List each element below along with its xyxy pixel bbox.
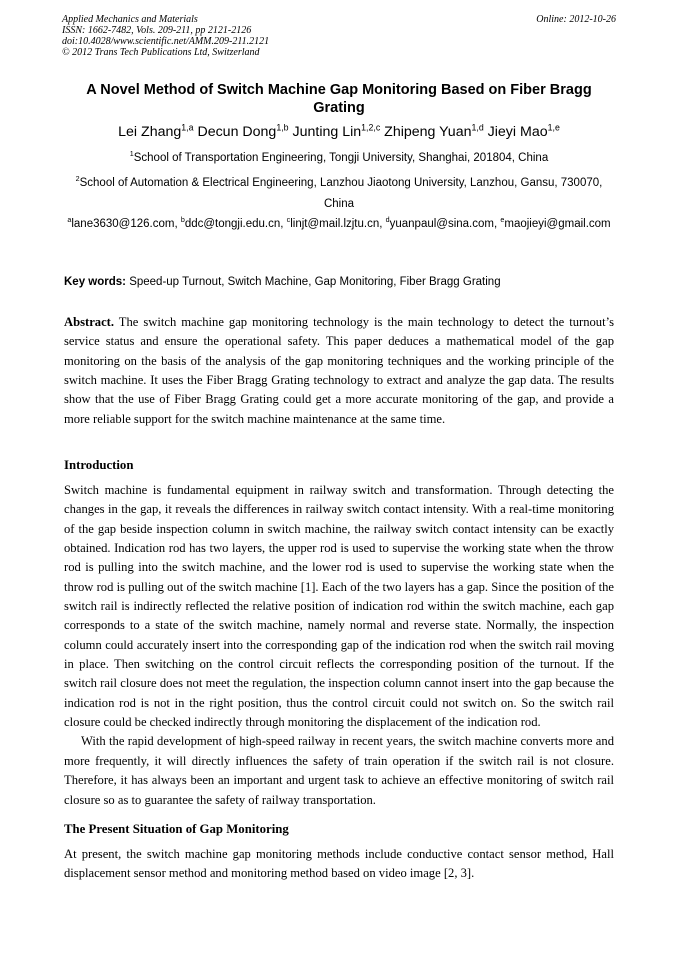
copyright-line: © 2012 Trans Tech Publications Ltd, Switzerland	[62, 47, 260, 58]
author-list	[64, 122, 614, 142]
keywords-text: Speed-up Turnout, Switch Machine, Gap Monitoring, Fiber Bragg Grating	[129, 276, 501, 288]
email[interactable]: $^d$yuanpaul@sina.com,	[385, 216, 498, 230]
abstract-text: The switch machine gap monitoring technology is the main technology to detect the turnout’s service status and ensure the operational safety. This paper deduces a mathematical model of the gap monitoring on the basis of the analysis of the gap monitoring techniques and the working principle of the switch machine. It uses the Fiber Bragg Grating technology to extract and analyze the gap data. The results show that the use of Fiber Bragg Grating could get a more accurate monitoring of the gap, and provide a more reliable support for the switch machine maintenance at the same time.	[64, 315, 615, 426]
author: Junting Lin$^{1,2,c}$	[292, 122, 381, 140]
paragraph: Switch machine is fundamental equipment in railway switch and transformation. Through detecting the changes in the gap, it reveals the differences in railway switch contact intensity. With a real-time monitoring of the gap beside inspection column in switch machine, the railway switch contact intensity can be exactly obtained. Indication rod has two layers, the upper rod is used to supervise the working state when the throw rod is pulling into the switch machine, and the lower rod is used to supervise the working state when the throw rod is pulling out of the switch machine [1]. Each of the two layers has a gap. Since the position of the switch rail is indirectly reflected the relative position of indication rod within the switch machine, each gap corresponds to a state of the switch machine, namely normal and reverse state. Normally, the inspection column could accurately insert into the corresponding gap of the indication rod when the switch rail moving in place. Then switching on the control circuit reflects the corresponding position of the turnout. If the switch rail closure does not meet the regulation, the inspection column cannot insert into the gap because the indication rod is not in the right position, thus the control circuit could not switch on. So the switch rail closure could be checked indirectly through monitoring the displacement of the indication rod.	[64, 483, 614, 730]
keywords	[64, 273, 624, 291]
paragraph: With the rapid development of high-speed railway in recent years, the switch machine converts more and more frequently, it will directly influences the safety of train operation if the switch rail is not closure. Therefore, it has always been an important and urgent task to achieve an effective monitoring of switch rail closure so as to guarantee the safety of railway transportation.	[64, 734, 614, 807]
email[interactable]: $^a$lane3630@126.com,	[67, 216, 178, 230]
introduction-body	[64, 481, 614, 810]
paper-title: A Novel Method of Switch Machine Gap Monitoring Based on Fiber Bragg Grating	[86, 82, 592, 116]
keywords-label: Key words:	[64, 276, 126, 288]
email[interactable]: $^b$ddc@tongji.edu.cn,	[180, 216, 284, 230]
online-date: Online: 2012-10-26	[536, 14, 616, 25]
email-list	[64, 214, 614, 235]
author: Jieyi Mao$^{1,e}$	[487, 122, 560, 140]
issn-line: ISSN: 1662-7482, Vols. 209-211, pp 2121-2126	[62, 25, 252, 36]
abstract	[64, 313, 614, 429]
author: Decun Dong$^{1,b}$	[197, 122, 289, 140]
abstract-label: Abstract.	[64, 315, 115, 329]
email[interactable]: $^e$maojieyi@gmail.com	[500, 216, 611, 230]
present-situation-body	[64, 845, 614, 884]
affiliation-1: $^1$School of Transportation Engineering, Tongji University, Shanghai, 201804, China	[129, 150, 549, 164]
section-heading-introduction: Introduction	[64, 458, 134, 472]
email[interactable]: $^c$linjt@mail.lzjtu.cn,	[286, 216, 383, 230]
journal-name: Applied Mechanics and Materials	[62, 14, 198, 25]
affiliation-2: $^2$School of Automation & Electrical Engineering, Lanzhou Jiaotong University, Lanzhou, Gansu, 730070, China	[75, 175, 603, 210]
journal-header	[62, 14, 616, 58]
author: Zhipeng Yuan$^{1,d}$	[384, 122, 484, 140]
author: Lei Zhang$^{1,a}$	[118, 122, 194, 140]
doi-line[interactable]: doi:10.4028/www.scientific.net/AMM.209-211.2121	[62, 36, 270, 47]
section-heading-present-situation: The Present Situation of Gap Monitoring	[64, 822, 289, 836]
paragraph: At present, the switch machine gap monitoring methods include conductive contact sensor method, Hall displacement sensor method and monitoring method based on video image [2, 3].	[64, 847, 614, 881]
